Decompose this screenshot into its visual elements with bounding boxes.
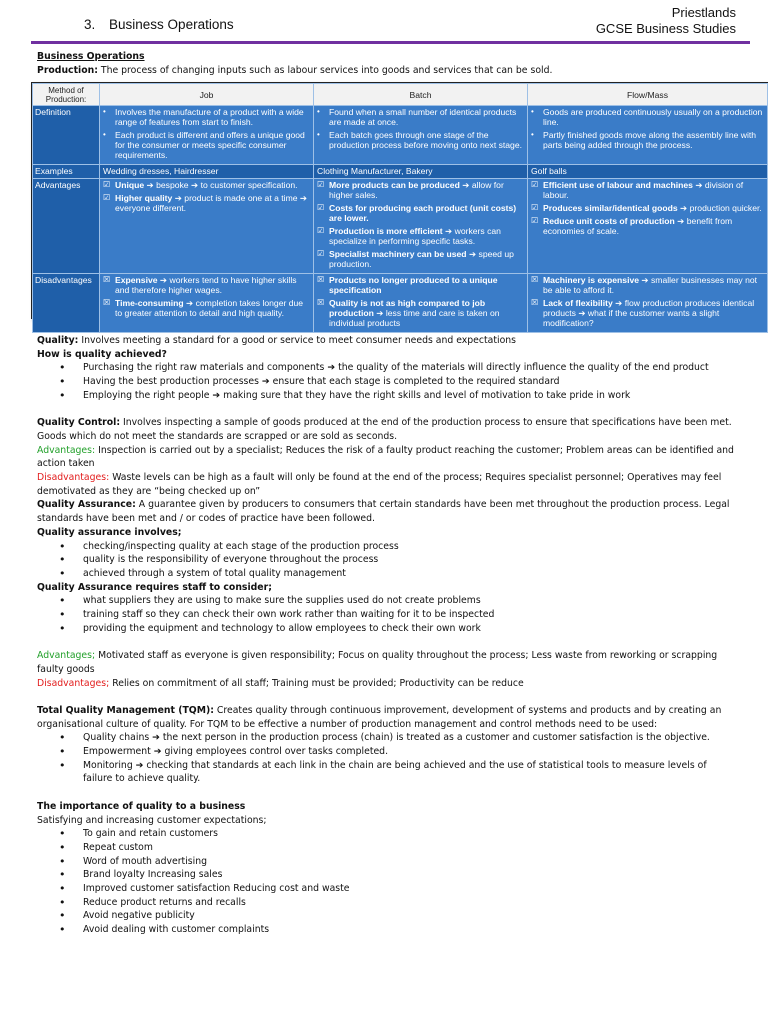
table-cell	[314, 274, 528, 333]
cell-text: ➔ bespoke ➔ to customer specification.	[144, 180, 298, 190]
row-label: Examples	[33, 165, 100, 179]
cell-item	[531, 107, 764, 127]
section-heading	[84, 17, 244, 32]
cell-key-point: Reduce unit costs of production	[543, 216, 675, 226]
list-item: • training staff so they can check their own work rather than waiting for it to be inspected	[83, 608, 737, 622]
table-header: Job	[100, 84, 314, 106]
list-item: • what suppliers they are using to make sure the supplies used do not create problems	[83, 594, 737, 608]
production-definition: Production: The process of changing inputs such as labour services into goods and services that can be sold.	[37, 64, 553, 76]
cross-box-icon: ☒	[317, 298, 325, 307]
cell-item	[317, 180, 524, 200]
row-label: Advantages	[33, 179, 100, 274]
cell-text: Involves the manufacture of a product with a wide range of features from start to finish.	[115, 107, 304, 127]
table-header: Flow/Mass	[528, 84, 768, 106]
tqm-list	[37, 731, 737, 786]
cross-box-icon: ☒	[531, 275, 539, 284]
bullet-icon: •	[531, 130, 534, 139]
checkbox-icon: ☑	[103, 180, 111, 189]
document-body	[37, 50, 737, 77]
cell-item	[103, 298, 310, 318]
list-item: • To gain and retain customers	[83, 827, 737, 841]
list-item: • Word of mouth advertising	[83, 855, 737, 869]
cell-item	[317, 298, 524, 328]
cell-key-point: Time-consuming	[115, 298, 184, 308]
checkbox-icon: ☑	[317, 226, 325, 235]
cell-item	[531, 216, 764, 236]
checkbox-icon: ☑	[531, 180, 539, 189]
cell-item	[317, 226, 524, 246]
list-item: • Repeat custom	[83, 841, 737, 855]
list-item: • Improved customer satisfaction Reducing cost and waste	[83, 882, 737, 896]
cell-text: ➔ product is made one at a time ➔ everyone different.	[115, 193, 308, 213]
cell-item	[103, 180, 310, 190]
cell-text: ➔ division of labour.	[543, 180, 744, 200]
table-cell: Wedding dresses, Hairdresser	[100, 165, 314, 179]
checkbox-icon: ☑	[103, 193, 111, 202]
cell-key-point: Production is more efficient	[329, 226, 443, 236]
cross-box-icon: ☒	[317, 275, 325, 284]
table-header: Method of Production:	[33, 84, 100, 106]
cell-key-point: Produces similar/identical goods	[543, 203, 678, 213]
table-header-row	[33, 84, 768, 106]
bullet-icon: •	[531, 107, 534, 116]
cell-key-point: Higher quality	[115, 193, 173, 203]
qa-involves-list	[37, 540, 737, 581]
production-methods-table	[31, 82, 768, 328]
cross-box-icon: ☒	[531, 298, 539, 307]
cell-key-point: Unique	[115, 180, 145, 190]
list-item: • Monitoring ➔ checking that standards at each link in the chain are being achieved and the use of statistical tools to measure levels of failure to achieve quality.	[83, 759, 737, 786]
table-cell	[528, 179, 768, 274]
cell-text: ➔ speed up production.	[329, 249, 514, 269]
list-item: • providing the equipment and technology to allow employees to check their own work	[83, 622, 737, 636]
quality-control-definition: Quality Control: Involves inspecting a sample of goods produced at the end of the production process to ensure that specifications have been met. Goods which do not meet the standards are scrapped or are sold as seconds.	[37, 417, 732, 442]
cell-key-point: More products can be produced	[329, 180, 460, 190]
importance-heading: The importance of quality to a business	[37, 800, 246, 812]
list-item: • achieved through a system of total quality management	[83, 567, 737, 581]
table-cell	[528, 274, 768, 333]
qa-requires-heading: Quality Assurance requires staff to consider;	[37, 581, 272, 593]
cell-item	[317, 107, 524, 127]
cell-item	[103, 107, 310, 127]
row-label: Disadvantages	[33, 274, 100, 333]
checkbox-icon: ☑	[531, 203, 539, 212]
cell-key-point: Machinery is expensive	[543, 275, 640, 285]
course-name: GCSE Business Studies	[595, 21, 736, 36]
quality-control-advantages: Advantages: Inspection is carried out by a specialist; Reduces the risk of a faulty product reaching the customer; Problem areas can be identified and action taken	[37, 444, 734, 470]
cross-box-icon: ☒	[103, 275, 111, 284]
bullet-icon: •	[317, 107, 320, 116]
quality-section	[37, 334, 737, 937]
list-item: • Reduce product returns and recalls	[83, 896, 737, 910]
cell-item	[531, 130, 764, 150]
cell-key-point: Costs for producing each product (unit costs) are lower.	[329, 203, 517, 223]
cell-key-point: Lack of flexibility	[543, 298, 613, 308]
table-cell	[314, 106, 528, 165]
bullet-icon: •	[317, 130, 320, 139]
how-quality-heading: How is quality achieved?	[37, 348, 167, 360]
cell-text: Found when a small number of identical products are made at once.	[329, 107, 517, 127]
cell-item	[103, 275, 310, 295]
table-cell: Clothing Manufacturer, Bakery	[314, 165, 528, 179]
page-heading: Business Operations	[37, 51, 145, 62]
qa-requires-list	[37, 594, 737, 635]
cell-key-point: Quality is not as high compared to job production	[329, 298, 486, 318]
cell-item	[531, 180, 764, 200]
qa-involves-heading: Quality assurance involves;	[37, 526, 182, 538]
cell-text: ➔ workers can specialize in performing specific tasks.	[329, 226, 501, 246]
cell-item	[531, 298, 764, 328]
quality-definition: Quality: Involves meeting a standard for a good or service to meet consumer needs and expectations	[37, 335, 516, 346]
cell-item	[317, 275, 524, 295]
bullet-icon: •	[103, 107, 106, 116]
checkbox-icon: ☑	[317, 249, 325, 258]
table-cell	[314, 179, 528, 274]
cell-item	[317, 130, 524, 150]
table-row	[33, 165, 768, 179]
table-cell	[528, 106, 768, 165]
cell-item	[103, 130, 310, 160]
cell-text: Goods are produced continuously usually on a production line.	[543, 107, 763, 127]
table-row	[33, 274, 768, 333]
list-item: • Empowerment ➔ giving employees control over tasks completed.	[83, 745, 737, 759]
checkbox-icon: ☑	[531, 216, 539, 225]
cell-key-point: Products no longer produced to a unique specification	[329, 275, 498, 295]
cell-item	[317, 249, 524, 269]
cell-text: Each batch goes through one stage of the production process before moving onto next stage.	[329, 130, 522, 150]
list-item: • Quality chains ➔ the next person in the production process (chain) is treated as a customer and customer satisfaction is the objective.	[83, 731, 737, 745]
tqm-definition: Total Quality Management (TQM): Creates quality through continuous improvement, development of systems and products and by creating an organisational culture of quality. For TQM to be effective a number of production management and control methods need to be used:	[37, 704, 722, 730]
list-item: • Having the best production processes ➔ ensure that each stage is completed to the required standard	[83, 375, 737, 389]
list-item: • quality is the responsibility of everyone throughout the process	[83, 553, 737, 567]
table-row	[33, 106, 768, 165]
quality-assurance-definition: Quality Assurance: A guarantee given by producers to consumers that certain standards have been met throughout the production process. Legal standards have been met and / or codes of practice have been followed.	[37, 499, 730, 525]
checkbox-icon: ☑	[317, 203, 325, 212]
list-item: • Avoid dealing with customer complaints	[83, 923, 737, 937]
qa-advantages: Advantages; Motivated staff as everyone is given responsibility; Focus on quality throughout the process; Less waste from reworking or scrapping faulty goods	[37, 650, 718, 675]
cell-text: ➔ flow production produces identical products ➔ what if the customer wants a slight modification?	[543, 298, 755, 328]
cross-box-icon: ☒	[103, 298, 111, 307]
school-name: Priestlands	[671, 5, 736, 20]
cell-text: ➔ production quicker.	[677, 203, 762, 213]
importance-intro: Satisfying and increasing customer expectations;	[37, 814, 267, 826]
checkbox-icon: ☑	[317, 180, 325, 189]
cell-text: ➔ smaller businesses may not be able to afford it.	[543, 275, 758, 295]
cell-item	[531, 203, 764, 213]
cell-text: ➔ less time and care is taken on individual products	[329, 308, 500, 328]
quality-control-disadvantages: Disadvantages: Waste levels can be high as a fault will only be found at the end of the process; Requires specialist personnel; Operatives may feel demotivated as they are “being checked up on”	[37, 472, 722, 497]
list-item: • Avoid negative publicity	[83, 909, 737, 923]
cell-key-point: Expensive	[115, 275, 158, 285]
cell-key-point: Specialist machinery can be used	[329, 249, 467, 259]
list-item: • checking/inspecting quality at each stage of the production process	[83, 540, 737, 554]
bullet-icon: •	[103, 130, 106, 139]
cell-text: Each product is different and offers a unique good for the consumer or meets specific consumer requirements.	[115, 130, 305, 160]
table-row	[33, 179, 768, 274]
how-quality-list	[37, 361, 737, 402]
list-item: • Purchasing the right raw materials and components ➔ the quality of the materials will directly influence the quality of the end product	[83, 361, 737, 375]
list-item: • Brand loyalty Increasing sales	[83, 868, 737, 882]
cell-text: ➔ benefit from economies of scale.	[543, 216, 733, 236]
table-cell: Golf balls	[528, 165, 768, 179]
table-header: Batch	[314, 84, 528, 106]
row-label: Definition	[33, 106, 100, 165]
cell-key-point: Efficient use of labour and machines	[543, 180, 693, 190]
section-number: 3.	[84, 17, 96, 32]
table-cell	[100, 274, 314, 333]
list-item: • Employing the right people ➔ making sure that they have the right skills and level of motivation to take pride in work	[83, 389, 737, 403]
importance-list	[37, 827, 737, 937]
course-info	[596, 5, 736, 37]
cell-item	[103, 193, 310, 213]
section-title: Business Operations	[109, 17, 234, 32]
table-cell	[100, 179, 314, 274]
table-cell	[100, 106, 314, 165]
cell-text: ➔ completion takes longer due to greater attention to detail and high quality.	[115, 298, 304, 318]
cell-text: ➔ allow for higher sales.	[329, 180, 504, 200]
cell-text: ➔ workers tend to have higher skills and therefore higher wages.	[115, 275, 297, 295]
header-rule	[31, 41, 750, 44]
qa-disadvantages: Disadvantages; Relies on commitment of all staff; Training must be provided; Productivity can be reduce	[37, 677, 524, 689]
cell-item	[317, 203, 524, 223]
cell-item	[531, 275, 764, 295]
cell-text: Partly finished goods move along the assembly line with parts being added through the process.	[543, 130, 757, 150]
